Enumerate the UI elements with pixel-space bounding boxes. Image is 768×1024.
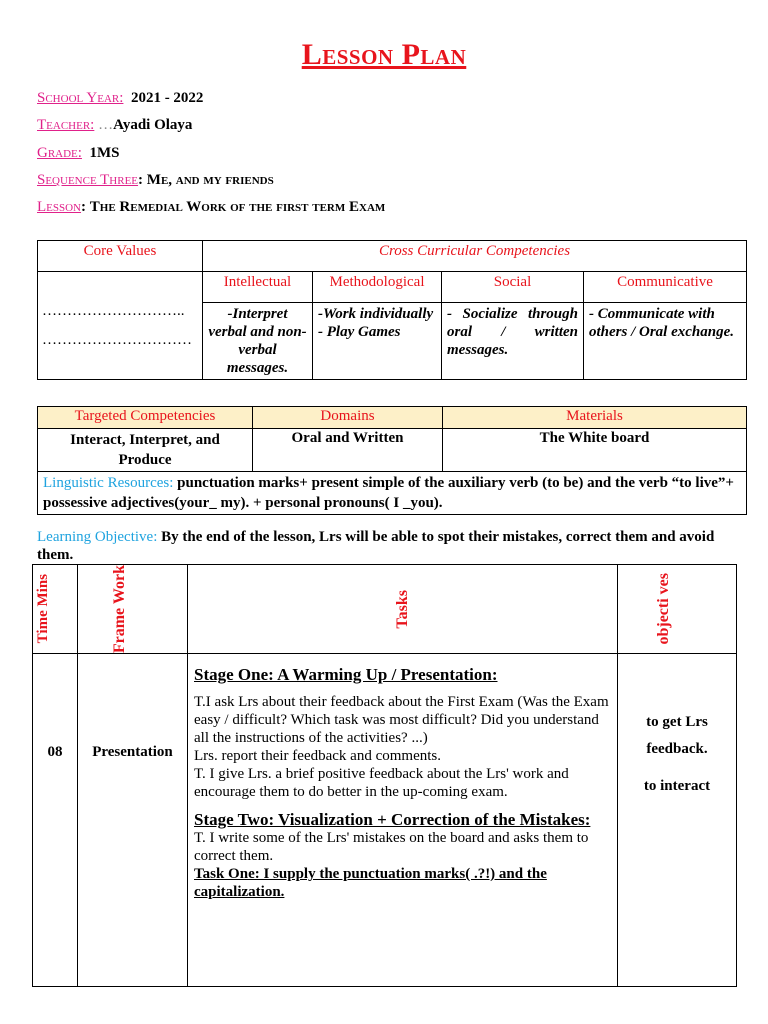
core-values-dots-2: ………………………… [42, 331, 192, 348]
targeted-competencies-value: Interact, Interpret, and Produce [38, 429, 253, 472]
stage-one-title: Stage One: A Warming Up / Presentation: [194, 665, 498, 685]
teacher-value: Ayadi Olaya [113, 117, 193, 133]
social-cell: - Socialize through oral / written messages. [442, 303, 584, 380]
tasks-header: Tasks [393, 589, 411, 629]
task-one-title: Task One: I supply the punctuation marks( .?!) and the capitalization. [194, 866, 547, 901]
learning-objective-text: By the end of the lesson, Lrs will be able to spot their mistakes, correct them and avoid them. [37, 529, 715, 563]
sequence-line: Sequence Three: Me, and my friends [37, 172, 274, 188]
teacher-label: Teacher: [37, 117, 95, 133]
objectives-header-cell [618, 565, 737, 654]
col-methodological: Methodological [313, 272, 442, 303]
objective-3: to interact [643, 778, 711, 795]
sequence-label: Sequence Three [37, 172, 139, 188]
teacher-line [37, 117, 192, 134]
stage-one-text-1: T.I ask Lrs about their feedback about the First Exam (Was the Exam easy / difficult? Which task was most difficult? Did you understand all the instructions of the activities? ...) [194, 694, 609, 747]
targeted-competencies-table [37, 406, 747, 515]
objective-1: to get Lrs [646, 714, 708, 731]
sequence-value: Me, and my friends [146, 172, 274, 188]
time-header-cell [33, 565, 78, 654]
page-title: Lesson Plan [301, 38, 467, 71]
col-social: Social [442, 272, 584, 303]
time-cell: 08 [33, 654, 78, 987]
lesson-line: Lesson: The Remedial Work of the first term Exam [37, 199, 386, 215]
lesson-value: The Remedial Work of the first term Exam [89, 199, 386, 215]
objectives-cell [618, 654, 737, 987]
linguistic-resources-cell [38, 472, 747, 515]
grade-value: 1MS [89, 145, 120, 161]
linguistic-resources-text: punctuation marks+ present simple of the auxiliary verb (to be) and the verb “to live”+ possessive adjectives(your_ my). + personal pronouns( I _you). [43, 475, 734, 511]
col-intellectual: Intellectual [203, 272, 313, 303]
methodological-cell [313, 303, 442, 380]
school-year-label: School Year: [37, 90, 124, 106]
stage-two-text-1: T. I write some of the Lrs' mistakes on the board and asks them to correct them. [194, 830, 589, 865]
grade-line [37, 145, 119, 162]
core-values-cell [38, 272, 203, 380]
lesson-label: Lesson [37, 199, 82, 215]
tasks-header-cell [188, 565, 618, 654]
objective-2: feedback. [646, 741, 708, 758]
frame-header-cell [78, 565, 188, 654]
communicative-cell: - Communicate with others / Oral exchange. [584, 303, 747, 380]
procedure-table [32, 564, 737, 987]
stage-two-title: Stage Two: Visualization + Correction of the Mistakes: [194, 810, 591, 830]
intellectual-cell: -Interpret verbal and non-verbal messages. [203, 303, 313, 380]
competencies-table [37, 240, 747, 380]
learning-objective [37, 528, 737, 564]
frame-cell: Presentation [78, 654, 188, 987]
materials-header: Materials [443, 407, 747, 429]
teacher-dots: … [98, 117, 114, 133]
stage-one-text-2: Lrs. report their feedback and comments. [194, 748, 441, 765]
school-year-line [37, 90, 203, 107]
learning-objective-label: Learning Objective: [37, 529, 158, 545]
time-header: Time Mins [35, 574, 51, 644]
targeted-competencies-header: Targeted Competencies [38, 407, 253, 429]
methodological-item-2: - Play Games [318, 324, 401, 340]
col-communicative: Communicative [584, 272, 747, 303]
objectives-header: objecti ves [655, 573, 672, 645]
grade-label: Grade: [37, 145, 82, 161]
materials-value: The White board [443, 429, 747, 472]
linguistic-resources-label: Linguistic Resources: [43, 475, 174, 491]
frame-header: Frame Work [110, 565, 128, 654]
domains-header: Domains [253, 407, 443, 429]
methodological-item-1: -Work individually [318, 306, 434, 322]
school-year-value: 2021 - 2022 [130, 90, 204, 106]
domains-value: Oral and Written [253, 429, 443, 472]
stage-one-text-3: T. I give Lrs. a brief positive feedback about the Lrs' work and encourage them to do better in the up-coming exam. [194, 766, 569, 801]
core-values-dots-1: ……………………….. [42, 302, 185, 319]
cross-curricular-header: Cross Curricular Competencies [203, 241, 747, 272]
tasks-cell [188, 654, 618, 987]
core-values-header: Core Values [38, 241, 203, 272]
